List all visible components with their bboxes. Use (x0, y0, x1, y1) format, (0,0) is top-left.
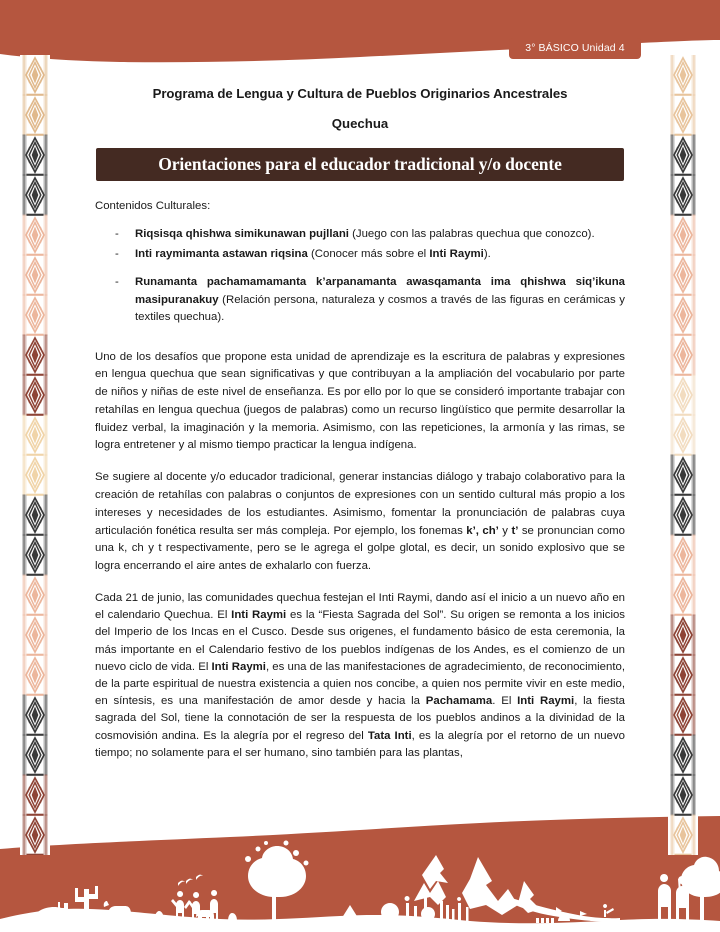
phoneme-k-ch: k’, ch’ (466, 524, 499, 537)
body-area (95, 181, 625, 762)
paragraph-2-conjunction: y (498, 524, 512, 537)
paragraph-2-part-c: se pronuncian como una k, ch y t respectivamente, pero se le agrega el golpe glotal, es decir, un sonido explosivo que se logra encerrando el aire antes de exhalarlo con fuerza. (95, 524, 626, 573)
paragraph-3 (95, 590, 625, 762)
pachamama-emphasis: Pachamama (425, 695, 493, 708)
term-gloss: (Juego con las palabras quechua que conozco). (348, 228, 595, 240)
paragraph-3-part-f: , la fiesta sagrada del Sol, tiene la connotación de ser la respuesta de los pueblos andinos a la divinidad de la cosmovisión andina. Es la alegría por el regreso del (95, 695, 626, 742)
list-item (95, 274, 625, 327)
term-gloss-emphasis: Inti Raymi (429, 247, 484, 260)
paragraph-3-part-d: , es una de las manifestaciones de agradecimiento, de reconocimiento, de la parte espiritual de nuestra existencia a quien nos concibe, a quien nos permite vivir en este medio, en síntesis, es una manifestación de amor desde y hacia la (95, 660, 625, 708)
paragraph-3-part-a: Cada 21 de junio, las comunidades quechua festejan el Inti Raymi, dando así el inicio a un nuevo año en el calendario Quechua. El (95, 592, 625, 622)
paragraph-3-part-e: . El (492, 695, 518, 708)
unit-badge: 3° BÁSICO Unidad 4 (509, 38, 641, 59)
paragraph-3-part-g: , es la alegría por el retorno de un nuevo tiempo; no solamente para el ser humano, sino también para las plantas, (95, 729, 625, 759)
list-item (95, 226, 625, 244)
list-marker: - (115, 247, 119, 260)
quechua-term: Runamanta pachamamamanta k’arpanamanta awasqamanta ima qhishwa siq’ikuna masipuranakuy (135, 276, 625, 306)
footer-andean-landscape (0, 797, 720, 932)
inti-raymi-emphasis: Inti Raymi (517, 695, 575, 708)
language-name: Quechua (331, 116, 389, 131)
paragraph-3-part-c: es la “Fiesta Sagrada del Sol”. Su origen se remonta a los inicios del Imperio de los Incas en el Cusco. Desde sus origenes, el fundamento básico de esta ceremonia, la más importante en el Calendario festivo de los pueblos indígenas de los Andes, es el comienzo de un nuevo ciclo de vida. El (95, 609, 626, 673)
tata-inti-emphasis: Tata Inti (367, 729, 412, 742)
paragraph-2 (95, 469, 625, 576)
paragraph-1: Uno de los desafíos que propone esta unidad de aprendizaje es la escritura de palabras y expresiones en lengua quechua que sean significativas y que contribuyan a la ampliación del vocabulario por parte de niños y niñas de este nivel de enseñanza. Es por ello por lo que se consideró importante trabajar con retahílas en lengua quechua (juegos de palabras) como un recurso lingüístico que permite desarrollar la fluidez verbal, la imaginación y la memoria. Asimismo, con las repeticiones, la armonía y las rimas, se logra entretener y al mismo tiempo practicar la lengua indígena. (95, 350, 625, 452)
paragraph-2-part-a: Se sugiere al docente y/o educador tradicional, generar instancias diálogo y trabajo colaborativo para la creación de retahílas con palabras o conjuntos de expresiones con un sentido cultural más propio a los intereses y necesidades de los estudiantes. Asimismo, fomentar la pronunciación de palabras cuya articulación fonética resulta ser más compleja. Por ejemplo, los fonemas (95, 471, 625, 537)
cultural-contents-list (95, 226, 625, 327)
list-marker: - (115, 276, 119, 288)
term-gloss-before: (Conocer más sobre el (307, 247, 430, 260)
list-item (95, 246, 625, 264)
inti-raymi-emphasis: Inti Raymi (211, 660, 266, 673)
program-title: Programa de Lengua y Cultura de Pueblos Originarios Ancestrales (152, 86, 568, 101)
section-banner-title: Orientaciones para el educador tradicional y/o docente (96, 148, 624, 181)
inti-raymi-emphasis: Inti Raymi (231, 609, 287, 622)
quechua-term: Inti raymimanta astawan riqsina (135, 247, 308, 260)
term-gloss-after: ). (483, 247, 491, 260)
quechua-term: Riqsisqa qhishwa simikunawan pujllani (135, 228, 349, 240)
term-gloss: (Relación persona, naturaleza y cosmos a través de las figuras en cerámicas y textiles quechua). (135, 293, 625, 323)
cultural-contents-label: Contenidos Culturales: (95, 200, 211, 212)
list-marker: - (115, 228, 119, 240)
phoneme-t: t’ (511, 524, 519, 537)
